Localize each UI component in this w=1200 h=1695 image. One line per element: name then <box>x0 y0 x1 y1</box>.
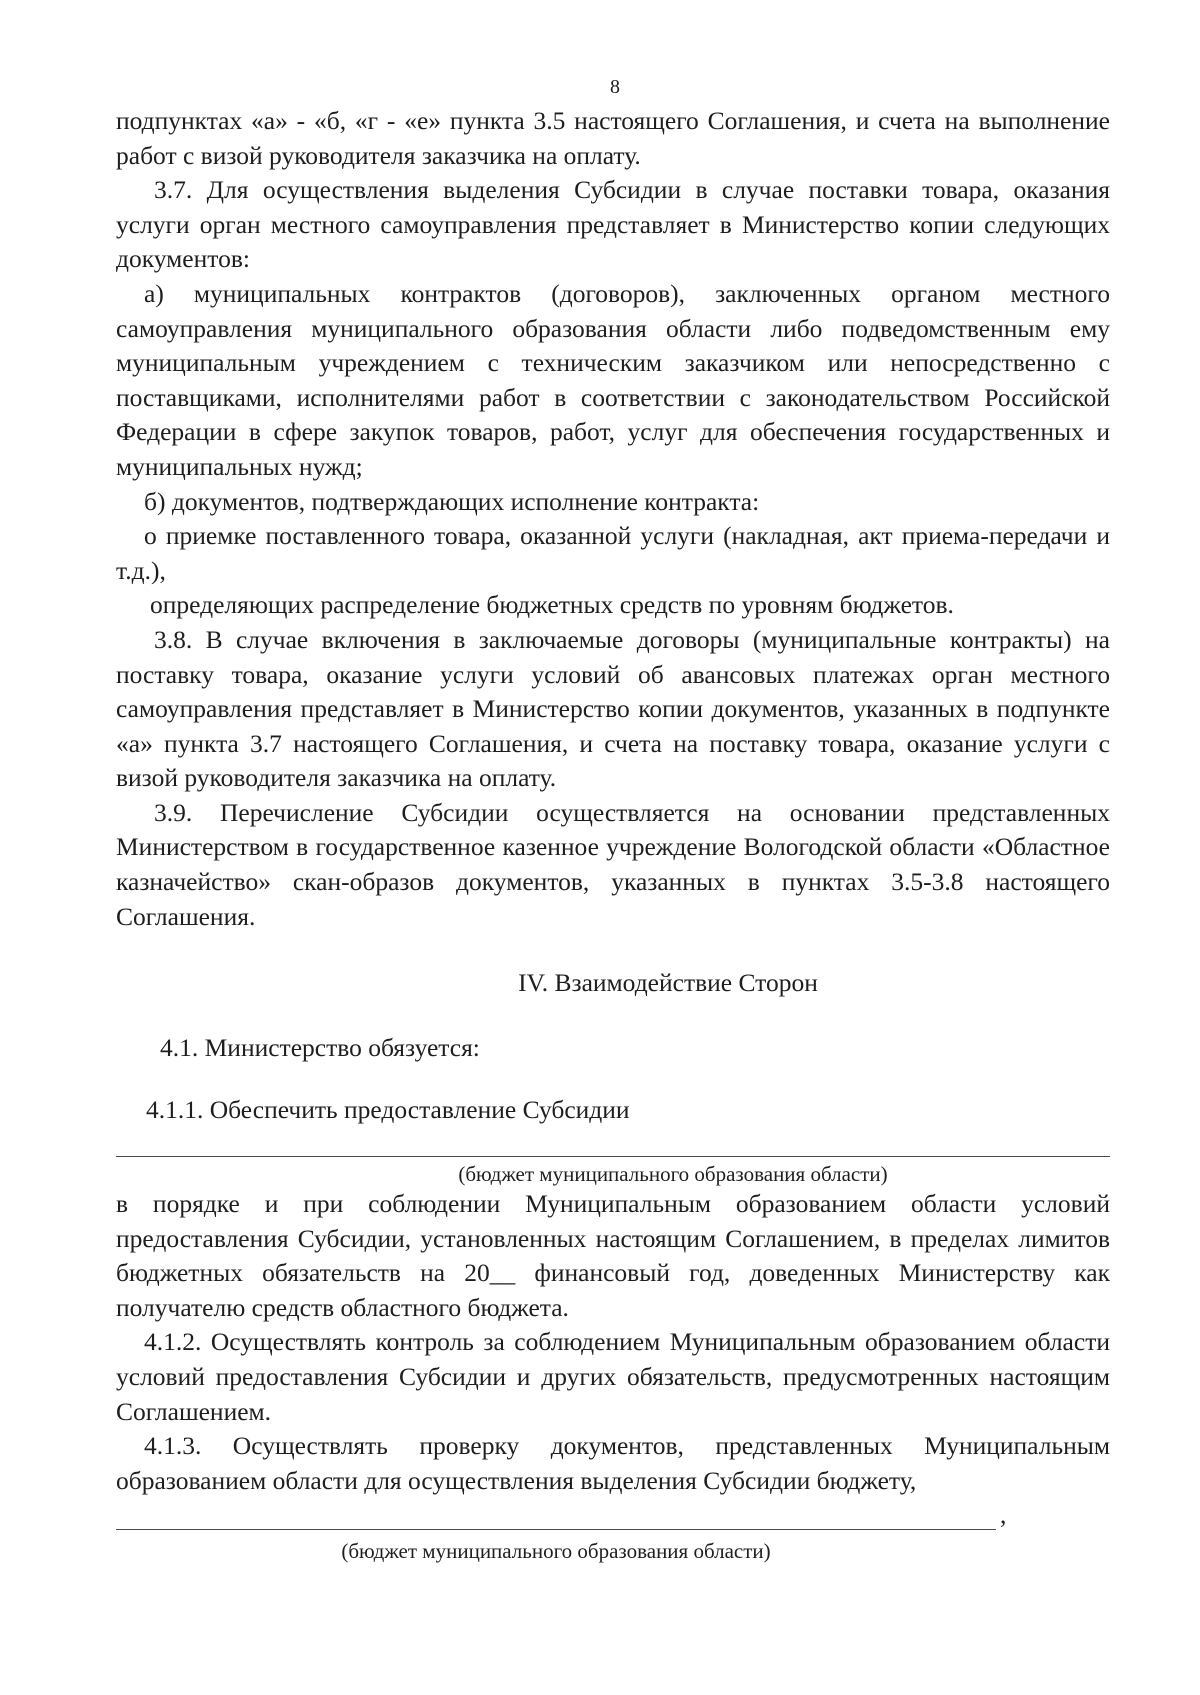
document-body <box>116 104 1110 1564</box>
clause-4-1: 4.1. Министерство обязуется: <box>160 1032 480 1062</box>
blank-fill-line <box>116 1156 1110 1157</box>
paragraph-continuation: подпунктах «а» - «б, «г - «е» пункта 3.5 настоящего Соглашения, и счета на выполнение работ с визой руководителя заказчика на оплату. <box>116 106 1110 170</box>
paragraph-distribution: определяющих распределение бюджетных средств по уровням бюджетов. <box>150 590 954 620</box>
fill-line-caption: (бюджет муниципального образования области) <box>341 1539 771 1564</box>
blank-fill-line-row <box>116 1498 1110 1534</box>
paragraph-3-7-b: б) документов, подтверждающих исполнение контракта: <box>144 486 760 516</box>
paragraph-4-1-1-continuation: в порядке и при соблюдении Муниципальным образованием области условий предоставления Субсидии, установленных настоящим Соглашением, в пределах лимитов бюджетных обязательств на 20__ финансовый год, доведенных Министерству как получателю средств областного бюджета. <box>116 1189 1110 1322</box>
page-number: 8 <box>610 76 620 98</box>
trailing-comma: , <box>1000 1499 1007 1529</box>
spacer <box>116 1001 1110 1031</box>
paragraph-3-9: 3.9. Перечисление Субсидии осуществляется на основании представленных Министерством в государственное казенное учреждение Вологодской области «Областное казначейство» скан-образов документов, указанных в пунктах 3.5-3.8 настоящего Соглашения. <box>116 797 1110 931</box>
paragraph-3-7: 3.7. Для осуществления выделения Субсидии в случае поставки товара, оказания услуги орган местного самоуправления представляет в Министерство копии следующих документов: <box>116 175 1110 274</box>
fill-line-caption: (бюджет муниципального образования области) <box>458 1162 888 1187</box>
paragraph-3-8: 3.8. В случае включения в заключаемые договоры (муниципальные контракты) на поставку товара, оказание услуги условий об авансовых платежах орган местного самоуправления представляет в Министерство копии документов, указанных в подпункте «а» пункта 3.7 настоящего Соглашения, и счета на поставку товара, оказание услуги с визой руководителя заказчика на оплату. <box>116 624 1110 793</box>
spacer <box>116 1128 1110 1156</box>
clause-4-1-1: 4.1.1. Обеспечить предоставление Субсидии <box>146 1095 630 1125</box>
spacer <box>116 1065 1110 1093</box>
paragraph-acceptance: о приемке поставленного товара, оказанной услуги (накладная, акт приема-передачи и т.д.), <box>116 521 1110 585</box>
blank-fill-line <box>116 1529 996 1530</box>
paragraph-4-1-2: 4.1.2. Осуществлять контроль за соблюдением Муниципальным образованием области условий предоставления Субсидии и других обязательств, предусмотренных настоящим Соглашением. <box>116 1327 1110 1426</box>
paragraph-4-1-3: 4.1.3. Осуществлять проверку документов, представленных Муниципальным образованием области для осуществления выделения Субсидии бюджету, <box>116 1431 1110 1495</box>
spacer <box>116 934 1110 966</box>
section-title: IV. Взаимодействие Сторон <box>518 968 818 998</box>
paragraph-3-7-a: а) муниципальных контрактов (договоров), заключенных органом местного самоуправления муниципального образования области либо подведомственным ему муниципальным учреждением с техническим заказчиком или непосредственно с поставщиками, исполнителями работ в соответствии с законодательством Российской Федерации в сфере закупок товаров, работ, услуг для обеспечения государственных и муниципальных нужд; <box>116 278 1110 481</box>
